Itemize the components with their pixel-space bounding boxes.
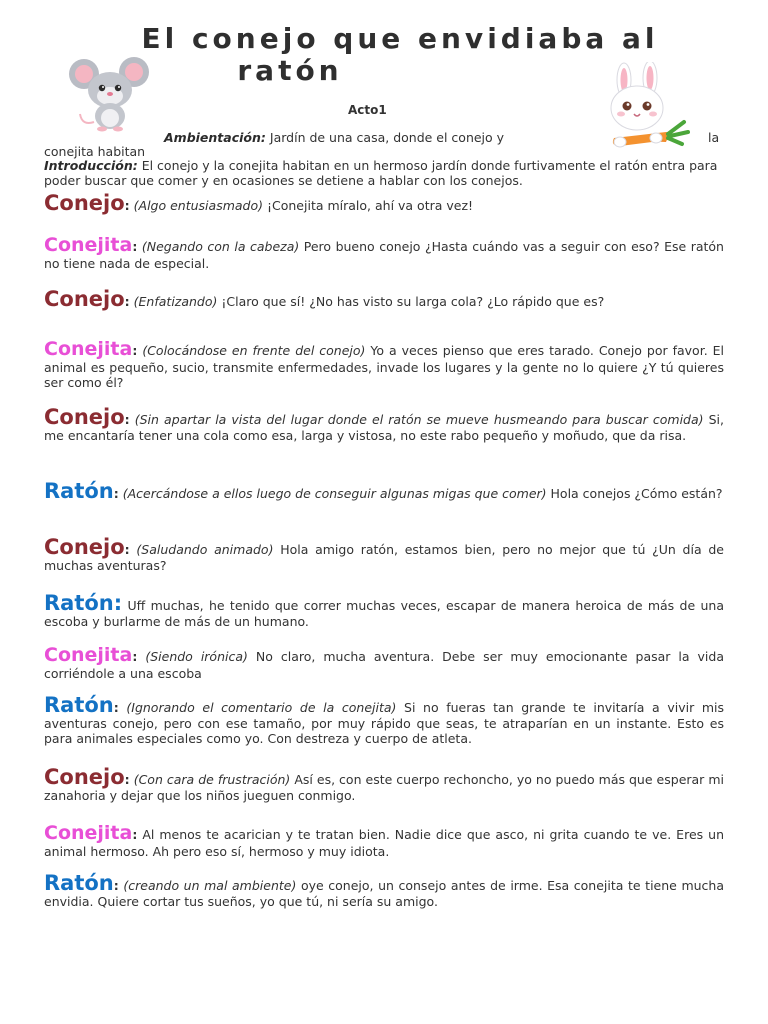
speaker-colon: : bbox=[113, 878, 119, 893]
stage-direction: (creando un mal ambiente) bbox=[123, 878, 297, 893]
speaker-name: Conejita bbox=[44, 338, 133, 360]
dialogue-text: Pero bueno conejo ¿Hasta cuándo vas a seguir con eso? Ese ratón no tiene nada de especial. bbox=[44, 239, 724, 271]
dialogue-line bbox=[44, 406, 724, 443]
dialogue-text: Hola conejos ¿Cómo están? bbox=[550, 486, 723, 501]
ambientacion-line-1 bbox=[164, 130, 504, 145]
dialogue-text: Si, me encantaría tener una cola como esa, larga y vistosa, no este rabo pequeño y moñudo, que da risa. bbox=[44, 412, 724, 443]
dialogue-line bbox=[44, 234, 724, 271]
speaker-colon: : bbox=[124, 294, 130, 309]
stage-direction: (Algo entusiasmado) bbox=[133, 198, 264, 213]
dialogue-text: No claro, mucha aventura. Debe ser muy emocionante pasar la vida corriéndole a una escoba bbox=[44, 649, 724, 681]
introduccion-label: Introducción: bbox=[44, 158, 138, 173]
speaker-colon: : bbox=[124, 542, 130, 557]
speaker-name: Conejita bbox=[44, 644, 133, 666]
stage-direction: (Enfatizando) bbox=[133, 294, 218, 309]
speaker-name: Ratón: bbox=[44, 591, 123, 615]
dialogue-line bbox=[44, 644, 724, 681]
ambientacion-text-1: Jardín de una casa, donde el conejo y bbox=[269, 130, 505, 145]
stage-direction: (Acercándose a ellos luego de conseguir algunas migas que comer) bbox=[122, 486, 547, 501]
mouse-illustration-icon bbox=[68, 56, 152, 132]
speaker-colon: : bbox=[113, 700, 119, 715]
speaker-name: Conejo bbox=[44, 765, 125, 789]
dialogue-line bbox=[44, 480, 724, 502]
stage-direction: (Sin apartar la vista del lugar donde el ratón se mueve husmeando para buscar comida) bbox=[134, 412, 704, 427]
stage-direction: (Siendo irónica) bbox=[145, 649, 248, 664]
speaker-colon: : bbox=[132, 649, 138, 664]
introduccion-paragraph bbox=[44, 158, 724, 188]
dialogue-line bbox=[44, 338, 724, 390]
speaker-name: Ratón bbox=[44, 479, 114, 503]
speaker-colon: : bbox=[113, 486, 119, 501]
dialogue-line bbox=[44, 192, 724, 214]
dialogue-text: ¡Conejita míralo, ahí va otra vez! bbox=[267, 198, 474, 213]
stage-direction: (Saludando animado) bbox=[136, 542, 274, 557]
ambientacion-label: Ambientación: bbox=[164, 130, 266, 145]
speaker-name: Ratón bbox=[44, 871, 114, 895]
stage-direction: (Ignorando el comentario de la conejita) bbox=[126, 700, 397, 715]
speaker-name: Conejo bbox=[44, 405, 125, 429]
speaker-name: Conejita bbox=[44, 822, 133, 844]
ambientacion-text-la: la bbox=[708, 130, 720, 145]
dialogue-line bbox=[44, 766, 724, 803]
speaker-name: Conejo bbox=[44, 191, 125, 215]
ambientacion-text-2: conejita habitan bbox=[44, 144, 146, 159]
dialogue-text: Así es, con este cuerpo rechoncho, yo no puedo más que esperar mi zanahoria y dejar que los niños jueguen conmigo. bbox=[44, 772, 724, 803]
speaker-name: Conejo bbox=[44, 535, 125, 559]
speaker-colon: : bbox=[124, 772, 130, 787]
speaker-colon: : bbox=[132, 827, 138, 842]
speaker-name: Ratón bbox=[44, 693, 114, 717]
speaker-colon: : bbox=[132, 343, 138, 358]
stage-direction: (Colocándose en frente del conejo) bbox=[142, 343, 366, 358]
speaker-colon: : bbox=[124, 412, 130, 427]
speaker-colon: : bbox=[132, 239, 138, 254]
dialogue-text: oye conejo, un consejo antes de irme. Esa conejita te tiene mucha envidia. Quiere cortar tus sueños, yo que tú, ni sería su amigo. bbox=[44, 878, 724, 909]
dialogue-text: Hola amigo ratón, estamos bien, pero no mejor que tú ¿Un día de muchas aventuras? bbox=[44, 542, 724, 573]
stage-direction: (Con cara de frustración) bbox=[133, 772, 291, 787]
act-heading: Acto1 bbox=[348, 103, 387, 117]
bunny-with-carrot-icon bbox=[584, 62, 696, 154]
dialogue-line bbox=[44, 822, 724, 859]
dialogue-text: Uff muchas, he tenido que correr muchas veces, escapar de manera heroica de más de una escoba y burlarme de más de un humano. bbox=[44, 598, 724, 629]
dialogue-line bbox=[44, 536, 724, 573]
dialogue-text: ¡Claro que sí! ¿No has visto su larga cola? ¿Lo rápido que es? bbox=[221, 294, 605, 309]
dialogue-line bbox=[44, 872, 724, 909]
dialogue-line bbox=[44, 288, 724, 310]
speaker-colon: : bbox=[124, 198, 130, 213]
dialogue-text: Al menos te acarician y te tratan bien. Nadie dice que asco, ni grita cuando te ve. Eres un animal hermoso. Ah pero eso sí, hermoso y muy idiota. bbox=[44, 827, 724, 859]
stage-direction: (Negando con la cabeza) bbox=[141, 239, 300, 254]
speaker-name: Conejita bbox=[44, 234, 133, 256]
dialogue-text: Yo a veces pienso que eres tarado. Conejo por favor. El animal es pequeño, sucio, transmite enfermedades, invade los lugares y la gente no lo quiere ¿Y tú quieres ser como él? bbox=[44, 343, 725, 390]
title-line-1: El conejo que envidiaba al bbox=[141, 22, 659, 55]
dialogue-text: Si no fueras tan grande te invitaría a vivir mis aventuras conejo, pero con ese tamaño, por muy rápido que seas, te atraparían en un instante. Esto es para animales especiales como yo. Con destreza y cuerpo de atleta. bbox=[44, 700, 724, 746]
dialogue-line bbox=[44, 694, 724, 746]
title-line-2: ratón bbox=[237, 54, 343, 87]
introduccion-text: El conejo y la conejita habitan en un hermoso jardín donde furtivamente el ratón entra para poder buscar que comer y en ocasiones se detiene a hablar con los conejos. bbox=[44, 158, 718, 188]
dialogue-line bbox=[44, 592, 724, 629]
speaker-name: Conejo bbox=[44, 287, 125, 311]
